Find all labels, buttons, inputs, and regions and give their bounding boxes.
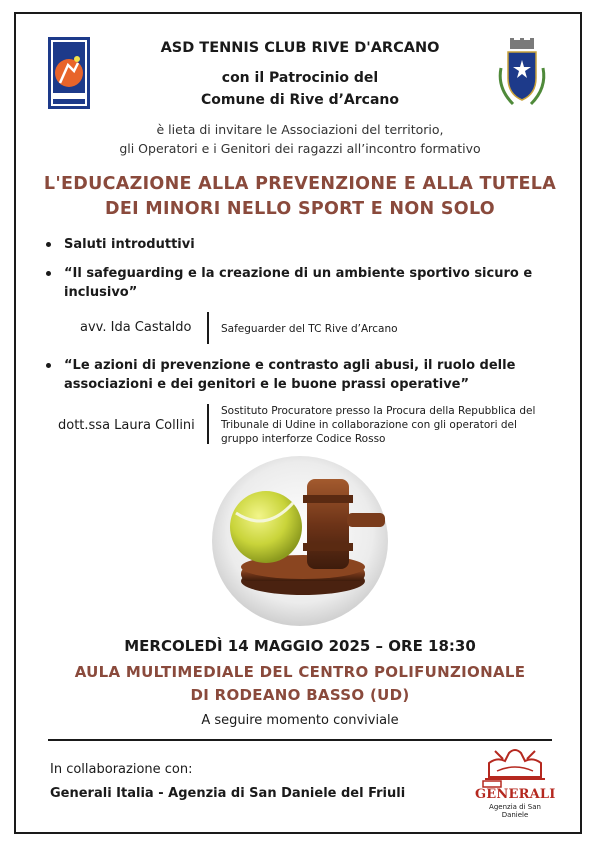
program-item-3-line-2: associazioni e dei genitori e le buone prassi operative”	[64, 377, 470, 392]
program-item-2-line-2: inclusivo”	[64, 285, 138, 300]
after-event-note: A seguire momento conviviale	[201, 713, 399, 728]
generali-logo	[475, 743, 556, 819]
patronage-line-1: con il Patrocinio del	[221, 70, 379, 86]
generali-agency: Agenzia di San Daniele	[489, 803, 541, 819]
speaker-2-name: dott.ssa Laura Collini	[58, 418, 195, 433]
bullet-icon	[46, 271, 51, 276]
speaker-1-divider	[207, 312, 209, 344]
collaboration-label: In collaborazione con:	[50, 762, 193, 777]
partner-name: Generali Italia - Agenzia di San Daniele del Friuli	[50, 786, 406, 801]
program-item-1	[50, 235, 540, 254]
speaker-2-role	[221, 404, 535, 446]
bullet-icon	[46, 363, 51, 368]
invite-line-2: gli Operatori e i Genitori dei ragazzi all’incontro formativo	[119, 141, 481, 156]
generali-brand: GENERALI	[475, 787, 556, 802]
venue-line-2: DI RODEANO BASSO (UD)	[190, 686, 410, 704]
event-date: MERCOLEDÌ 14 MAGGIO 2025 – ORE 18:30	[124, 637, 476, 655]
invite-line-1: è lieta di invitare le Associazioni del territorio,	[156, 122, 444, 137]
program-item-1-text: Saluti introduttivi	[64, 237, 195, 252]
speaker-2-role-line-3: gruppo interforze Codice Rosso	[221, 433, 386, 445]
speaker-1-role: Safeguarder del TC Rive d’Arcano	[221, 323, 398, 335]
patronage-line-2: Comune di Rive d’Arcano	[201, 92, 399, 108]
event-title-line-2: DEI MINORI NELLO SPORT E NON SOLO	[105, 199, 495, 219]
program-item-2-line-1: “Il safeguarding e la creazione di un ambiente sportivo sicuro e	[64, 266, 533, 281]
speaker-1-name: avv. Ida Castaldo	[80, 320, 192, 335]
speaker-2-divider	[207, 404, 209, 444]
speaker-2-role-line-1: Sostituto Procuratore presso la Procura della Repubblica del	[221, 405, 536, 417]
program-item-2	[50, 264, 540, 302]
bullet-icon	[46, 242, 51, 247]
club-name: ASD TENNIS CLUB RIVE D'ARCANO	[160, 40, 440, 56]
winged-lion-logo	[475, 743, 555, 789]
event-title-line-1: L'EDUCAZIONE ALLA PREVENZIONE E ALLA TUTELA	[43, 174, 557, 194]
venue-line-1: AULA MULTIMEDIALE DEL CENTRO POLIFUNZIONALE	[74, 663, 526, 681]
speaker-2-role-line-2: Tribunale di Udine in collaborazione con gli operatori del	[221, 419, 517, 431]
program-item-3	[50, 356, 540, 394]
gavel-tennis-ball-image	[211, 455, 389, 627]
program-item-3-line-1: “Le azioni di prevenzione e contrasto agli abusi, il ruolo delle	[64, 358, 516, 373]
footer-divider	[48, 739, 552, 741]
